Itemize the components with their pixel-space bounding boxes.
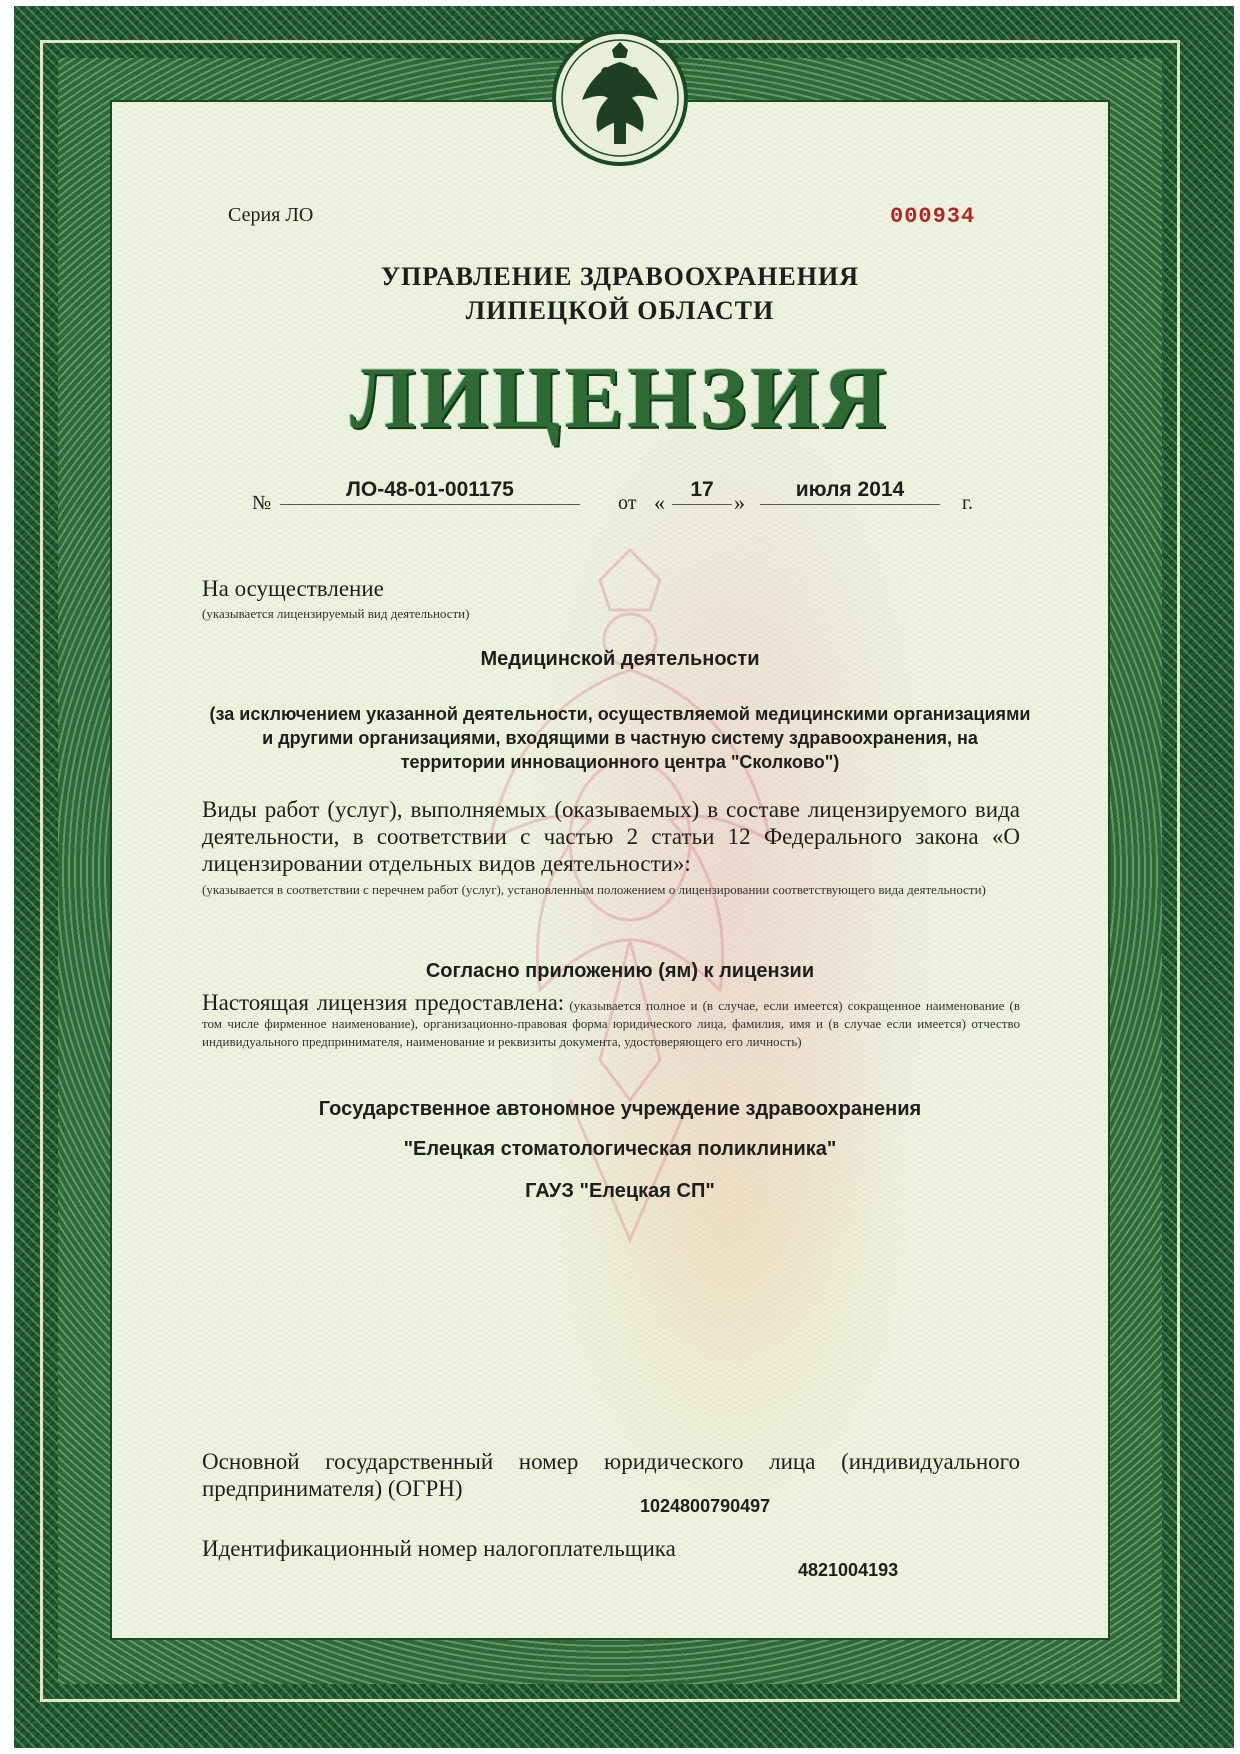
works-hint: (указывается в соответствии с перечнем работ (услуг), установленным положением о лицензировании соответствующего вида деятельности)	[202, 882, 986, 897]
exception-line-1: (за исключением указанной деятельности, осуществляемой медицинскими организациями	[209, 704, 1031, 724]
number-sign: №	[252, 492, 272, 514]
license-day: 17	[672, 478, 732, 505]
exception-line-3: территории инновационного центра "Сколково")	[400, 752, 840, 772]
works-text: Виды работ (услуг), выполняемых (оказываемых) в составе лицензируемого вида деятельности, в соответствии с частью 2 статьи 12 Федерального закона «О лицензировании отдельных видов деятельности»:	[202, 797, 1020, 876]
license-number: ЛО-48-01-001175	[280, 478, 580, 505]
from-label: от	[618, 492, 637, 514]
inn-label: Идентификационный номер налогоплательщика	[202, 1536, 676, 1561]
org-full-name-line-1: Государственное автономное учреждение здравоохранения	[318, 1098, 922, 1120]
series-number: 000934	[890, 204, 976, 229]
activity-label: На осуществление	[202, 576, 384, 601]
granted-block	[202, 990, 1020, 1051]
inn-value: 4821004193	[798, 1560, 899, 1580]
ogrn-label: Основной государственный номер юридического лица (индивидуального предпринимателя) (ОГРН)	[202, 1449, 1020, 1501]
granted-hint: (указывается полное и (в случае, если имеется) сокращенное наименование (в том числе фирменное наименование), организационно-правовая форма юридического лица, фамилия, имя и (в случае если имеется) отчество индивидуального предпринимателя, наименование и реквизиты документа, удостоверяющего его личность)	[202, 998, 1020, 1049]
document-title: ЛИЦЕНЗИЯ	[349, 350, 891, 447]
license-month-year: июля 2014	[760, 478, 940, 505]
double-headed-eagle-icon	[550, 28, 690, 168]
issuing-authority	[300, 260, 940, 328]
activity-value: Медицинской деятельности	[480, 648, 760, 670]
exception-line-2: и другими организациями, входящими в частную систему здравоохранения, на	[262, 728, 978, 748]
quote-open: «	[654, 490, 665, 515]
authority-line-2: ЛИПЕЦКОЙ ОБЛАСТИ	[465, 296, 775, 325]
granted-lead: Настоящая лицензия предоставлена:	[202, 990, 565, 1015]
authority-line-1: УПРАВЛЕНИЕ ЗДРАВООХРАНЕНИЯ	[380, 262, 859, 291]
activity-exception	[180, 702, 1060, 774]
ogrn-value: 1024800790497	[640, 1496, 771, 1516]
org-short-name: ГАУЗ "Елецкая СП"	[525, 1180, 715, 1202]
year-suffix: г.	[962, 492, 973, 514]
quote-close: »	[734, 490, 745, 515]
series-label: Серия ЛО	[228, 204, 314, 226]
activity-hint: (указывается лицензируемый вид деятельности)	[202, 606, 470, 621]
org-full-name-line-2: "Елецкая стоматологическая поликлиника"	[403, 1138, 837, 1160]
works-value: Согласно приложению (ям) к лицензии	[425, 960, 815, 982]
